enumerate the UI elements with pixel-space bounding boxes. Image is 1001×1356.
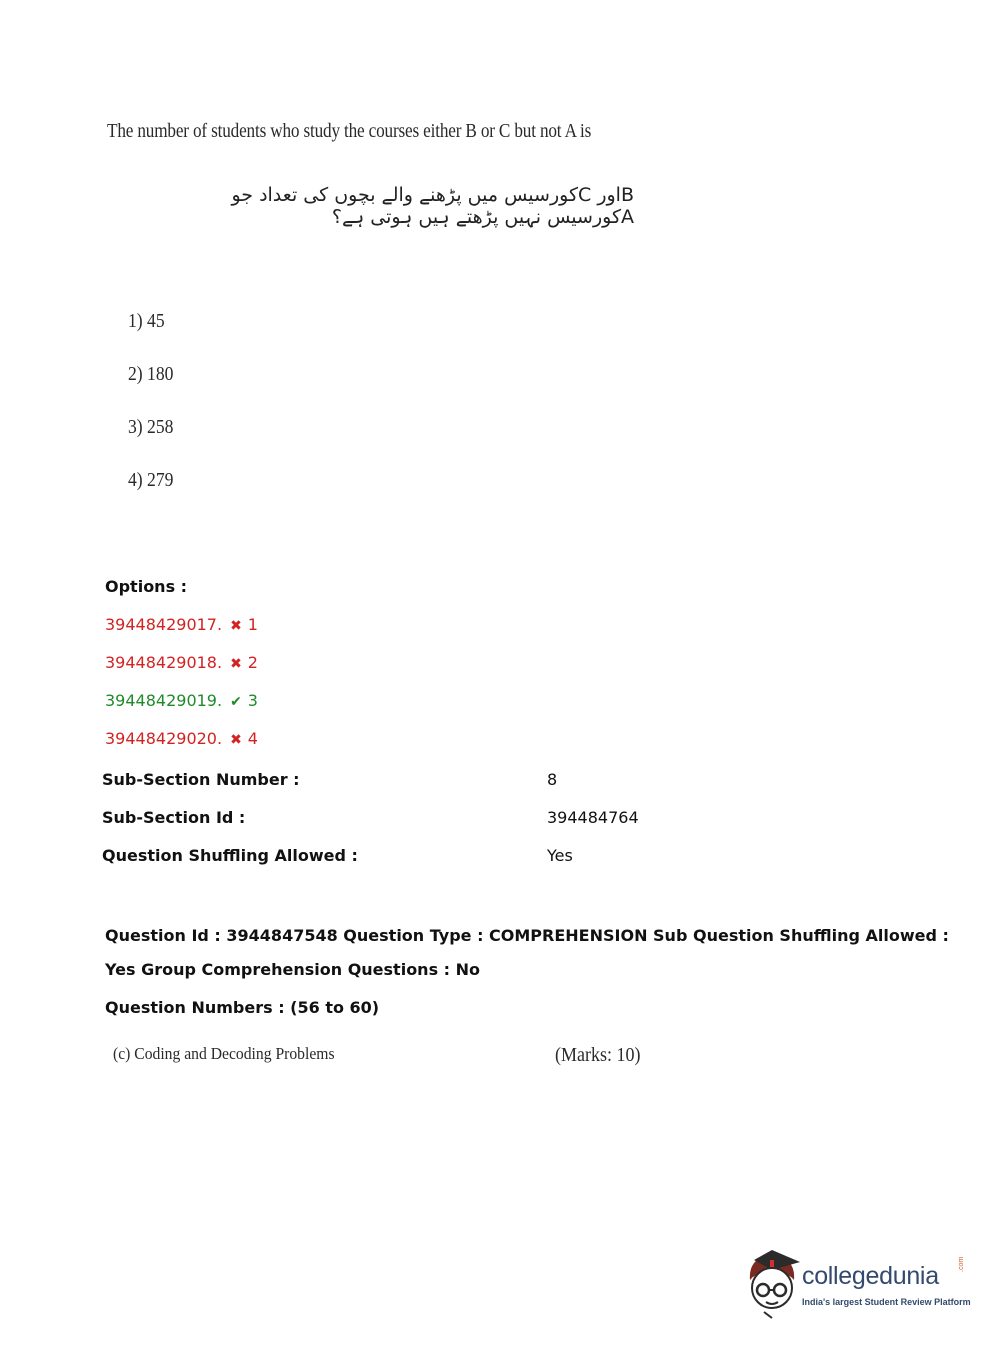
options-heading: Options : bbox=[105, 577, 188, 596]
option-label: 3 bbox=[247, 691, 258, 710]
option-row bbox=[105, 653, 258, 672]
choice-4: 4) 279 bbox=[128, 469, 174, 491]
logo-com: .com bbox=[958, 1256, 965, 1272]
question-text-urdu: Bاور Cکورسیس میں پڑھنے والے بچوں کی تعداد جو Aکورسیس نہیں پڑھتے ہیں ہوتی ہے؟ bbox=[231, 184, 634, 228]
question-shuffling-value: Yes bbox=[547, 846, 573, 865]
sub-section-number-value: 8 bbox=[547, 770, 558, 789]
check-icon: ✔ bbox=[230, 694, 242, 710]
question-shuffling-label: Question Shuffling Allowed : bbox=[102, 846, 358, 865]
collegedunia-logo bbox=[742, 1250, 972, 1320]
option-label: 2 bbox=[247, 653, 258, 672]
option-row bbox=[105, 691, 258, 710]
logo-name: collegedunia bbox=[802, 1262, 939, 1290]
sub-section-id-value: 394484764 bbox=[547, 808, 639, 827]
cross-icon: ✖ bbox=[230, 732, 242, 748]
sub-section-number-label: Sub-Section Number : bbox=[102, 770, 300, 789]
option-label: 4 bbox=[247, 729, 258, 748]
mascot-icon bbox=[742, 1250, 802, 1320]
comprehension-line-1: Question Id : 3944847548 Question Type : COMPREHENSION Sub Question Shuffling Allowed : bbox=[105, 926, 949, 945]
choice-1: 1) 45 bbox=[128, 310, 165, 332]
choice-2: 2) 180 bbox=[128, 363, 174, 385]
comprehension-line-2: Yes Group Comprehension Questions : No bbox=[105, 960, 481, 979]
option-id: 39448429019. bbox=[105, 691, 223, 710]
option-id: 39448429020. bbox=[105, 729, 223, 748]
option-id: 39448429017. bbox=[105, 615, 223, 634]
section-title: (c) Coding and Decoding Problems bbox=[113, 1044, 335, 1063]
option-label: 1 bbox=[247, 615, 258, 634]
choice-3: 3) 258 bbox=[128, 416, 174, 438]
logo-tagline: India's largest Student Review Platform bbox=[802, 1297, 971, 1307]
section-marks: (Marks: 10) bbox=[555, 1044, 641, 1066]
sub-section-id-label: Sub-Section Id : bbox=[102, 808, 246, 827]
option-row bbox=[105, 615, 258, 634]
cross-icon: ✖ bbox=[230, 656, 242, 672]
question-text: The number of students who study the courses either B or C but not A is bbox=[107, 120, 592, 142]
option-row bbox=[105, 729, 258, 748]
comprehension-line-3: Question Numbers : (56 to 60) bbox=[105, 998, 380, 1017]
option-id: 39448429018. bbox=[105, 653, 223, 672]
cross-icon: ✖ bbox=[230, 618, 242, 634]
